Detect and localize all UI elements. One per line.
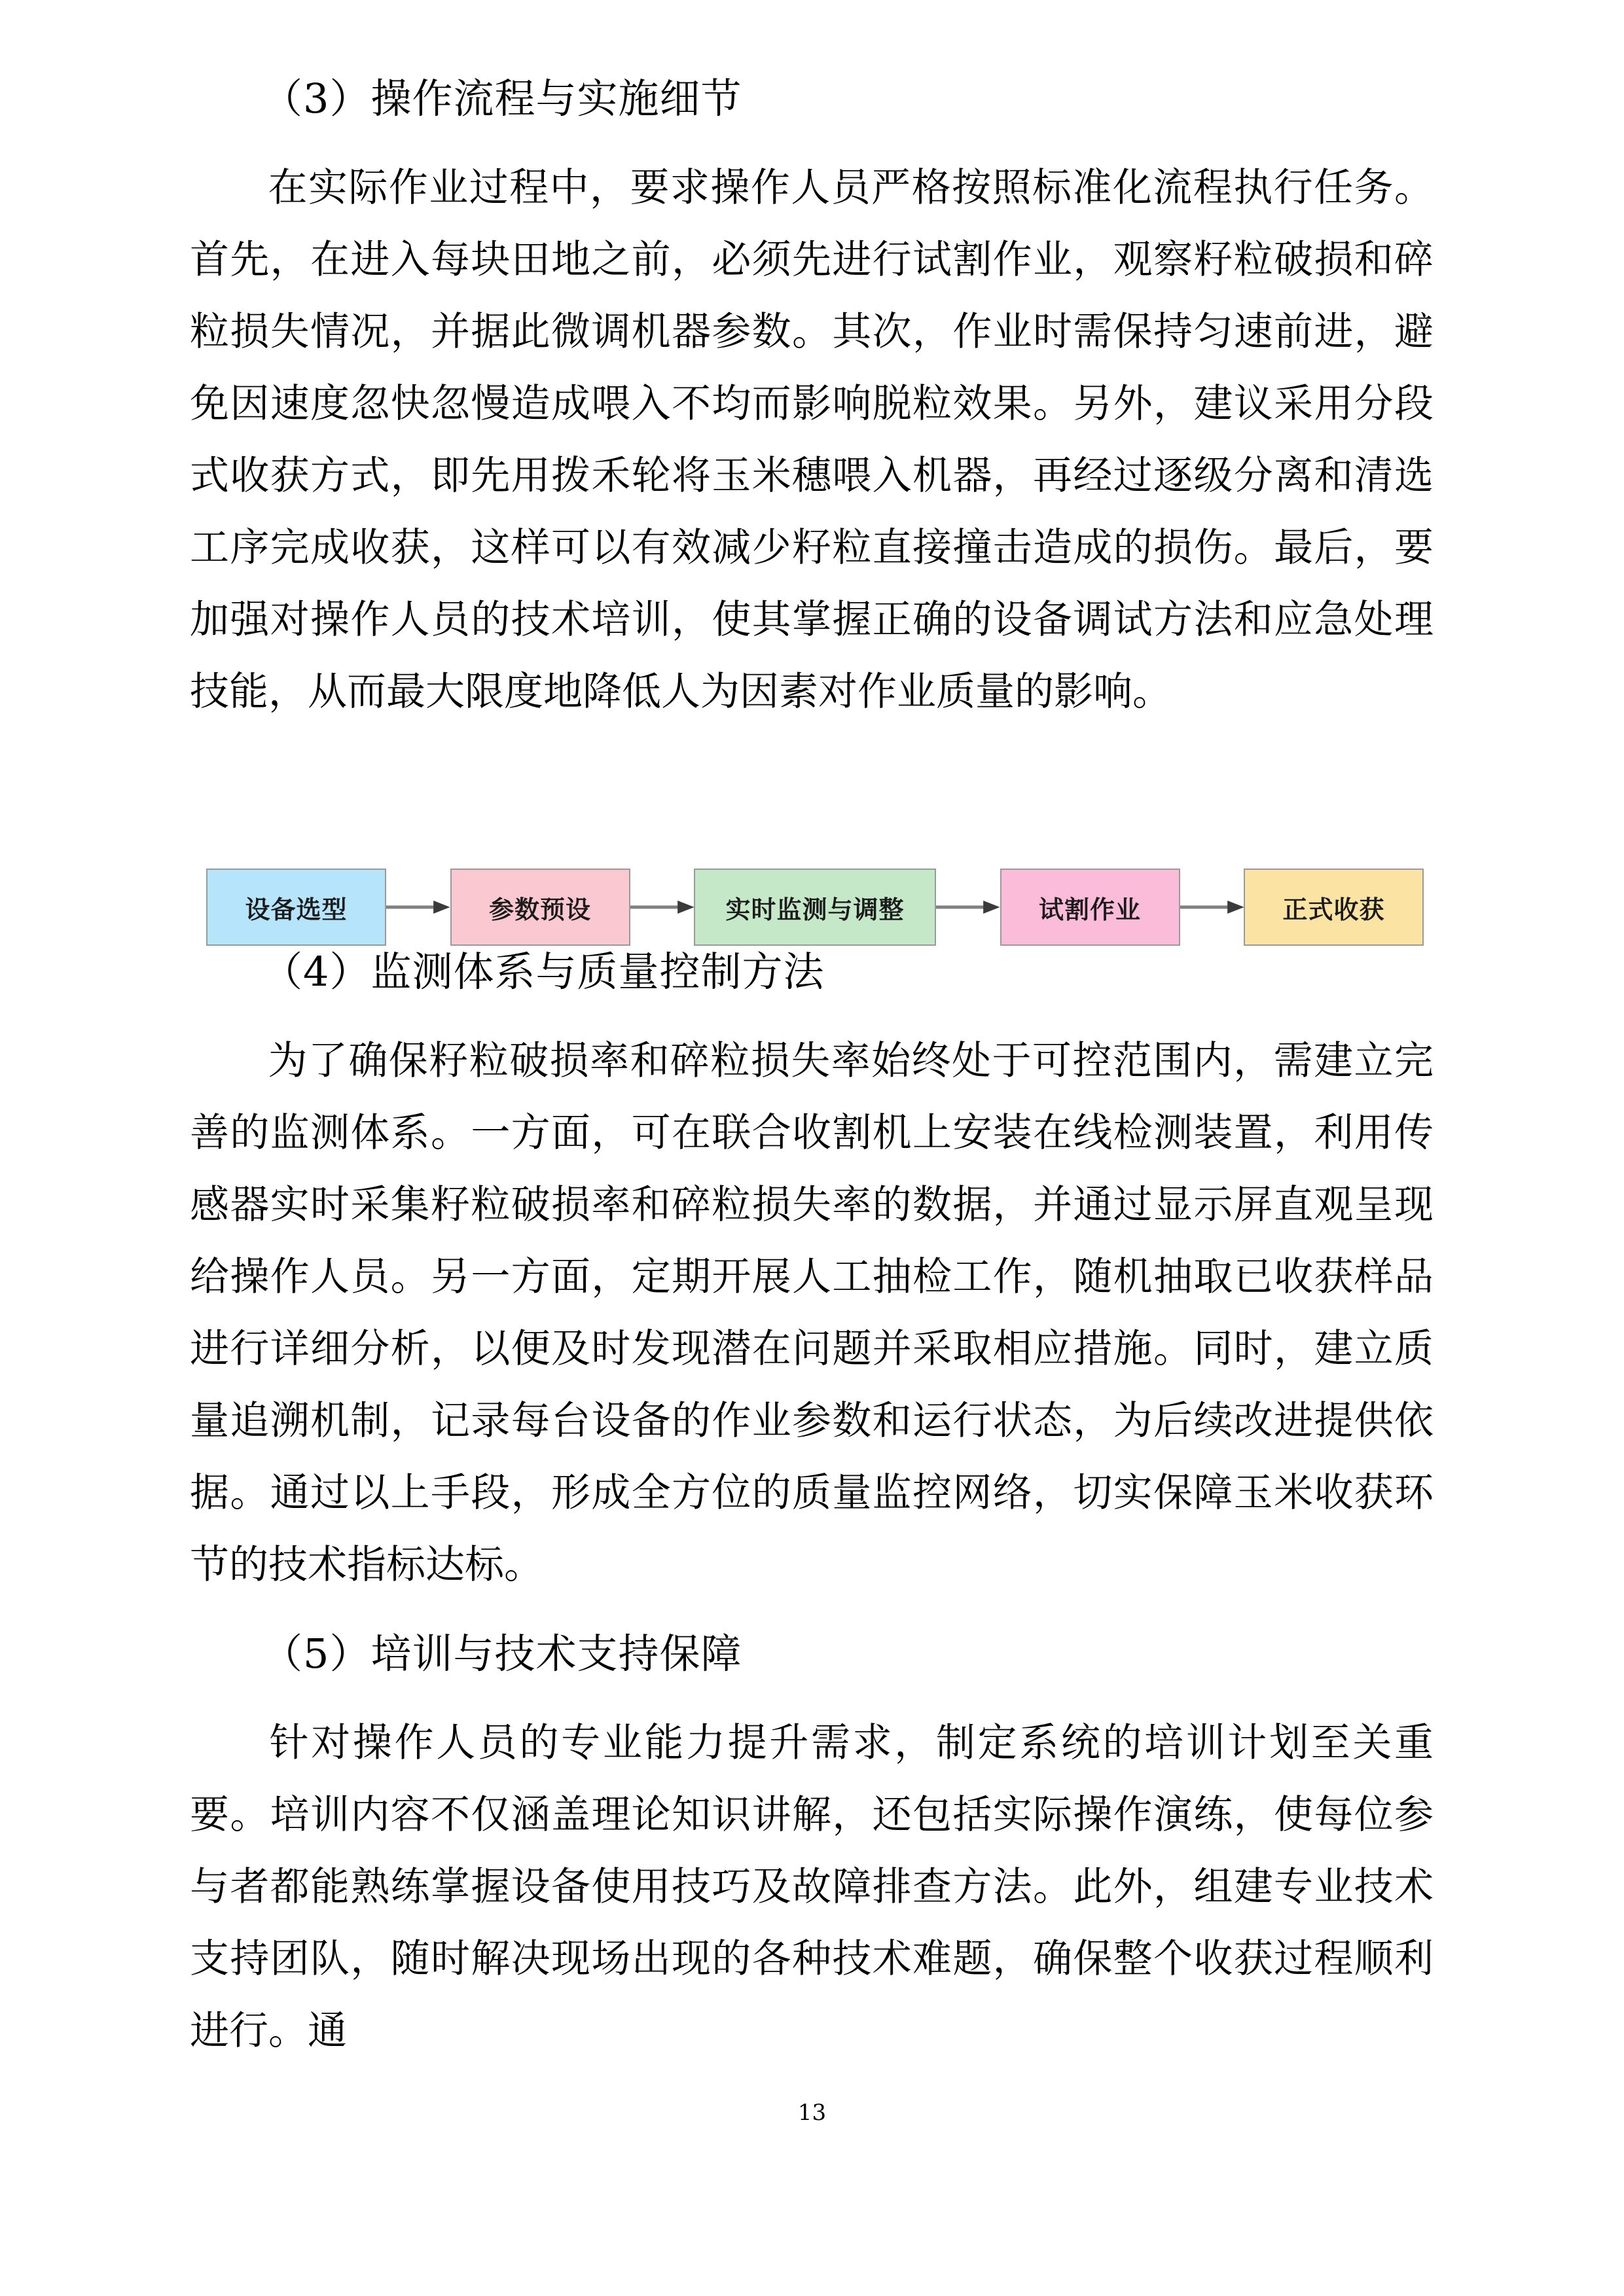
spacer <box>190 1690 1434 1707</box>
flow-node-label: 参数预设 <box>488 895 591 924</box>
paragraph-text: 为了确保籽粒破损率和碎粒损失率始终处于可控范围内，需建立完善的监测体系。一方面，可在联合收割机上安装在线检测装置，利用传感器实时采集籽粒破损率和碎粒损失率的数据，并通过显示屏直观呈现给操作人员。另一方面，定期开展人工抽检工作，随机抽取已收获样品进行详细分析，以便及时发现潜在问题并采取相应措施。同时，建立质量追溯机制，记录每台设备的作业参数和运行状态，为后续改进提供依据。通过以上手段，形成全方位的质量监控网络，切实保障玉米收获环节的技术指标达标。 <box>190 1038 1434 1588</box>
flow-node-3 <box>694 869 936 946</box>
section-paragraph-5 <box>190 1707 1434 2067</box>
document-body <box>190 63 1434 2067</box>
paragraph-text: 针对操作人员的专业能力提升需求，制定系统的培训计划至关重要。培训内容不仅涵盖理论知识讲解，还包括实际操作演练，使每位参与者都能熟练掌握设备使用技巧及故障排查方法。此外，组建专业技术支持团队，随时解决现场出现的各种技术难题，确保整个收获过程顺利进行。通 <box>190 1720 1434 2054</box>
process-flowchart <box>206 865 1424 949</box>
flow-node-label: 试割作业 <box>1038 895 1141 924</box>
section-heading-5: （5）培训与技术支持保障 <box>262 1630 742 1677</box>
spacer <box>190 1008 1434 1025</box>
flow-node-2 <box>450 869 630 946</box>
spacer <box>190 1601 1434 1618</box>
paragraph-text: 在实际作业过程中，要求操作人员严格按照标准化流程执行任务。首先，在进入每块田地之前，必须先进行试割作业，观察籽粒破损和碎粒损失情况，并据此微调机器参数。其次，作业时需保持匀速前进，避免因速度忽快忽慢造成喂入不均而影响脱粒效果。另外，建议采用分段式收获方式，即先用拨禾轮将玉米穗喂入机器，再经过逐级分离和清选工序完成收获，这样可以有效减少籽粒直接撞击造成的损伤。最后，要加强对操作人员的技术培训，使其掌握正确的设备调试方法和应急处理技能，从而最大限度地降低人为因素对作业质量的影响。 <box>190 165 1434 715</box>
flow-connector-arrow <box>936 869 1000 946</box>
flow-connector-arrow <box>630 869 695 946</box>
section-paragraph-3 <box>190 152 1434 728</box>
flow-node-4 <box>1000 869 1180 946</box>
flow-node-label: 设备选型 <box>245 895 348 924</box>
flow-connector-arrow <box>1180 869 1244 946</box>
section-paragraph-4 <box>190 1025 1434 1601</box>
flow-node-5 <box>1244 869 1424 946</box>
page-number: 13 <box>797 2100 827 2126</box>
flow-node-1 <box>206 869 386 946</box>
section-heading-3: （3）操作流程与实施细节 <box>262 75 742 122</box>
spacer <box>190 135 1434 152</box>
flow-node-label: 正式收获 <box>1282 895 1385 924</box>
flow-connector-arrow <box>386 869 450 946</box>
flow-node-label: 实时监测与调整 <box>725 895 905 924</box>
section-heading-4: （4）监测体系与质量控制方法 <box>262 948 825 996</box>
